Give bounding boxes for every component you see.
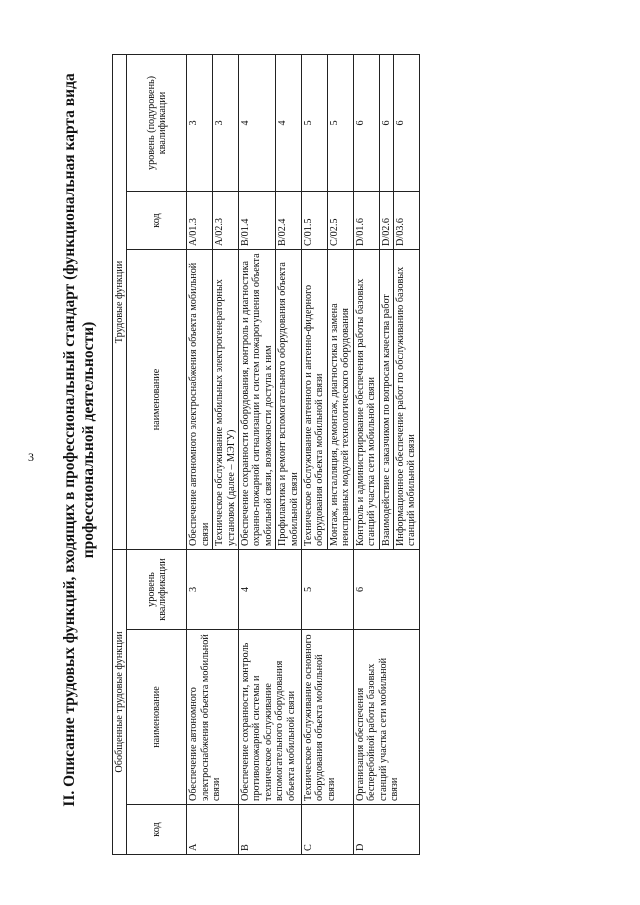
function-name: Взаимодействие с заказчиком по вопросам качества работ — [379, 249, 393, 549]
function-name: Техническое обслуживание антенного и антенно-фидерного оборудования объекта мобильной связи — [302, 249, 328, 549]
group-level: 5 — [302, 549, 354, 629]
group-name: Обеспечение автономного электроснабжения объекта мобильной связи — [187, 630, 239, 805]
table-row — [187, 54, 213, 854]
table-row — [239, 54, 276, 854]
title-line-2: профессиональной деятельности) — [80, 321, 97, 559]
function-code: C/02.5 — [327, 191, 353, 249]
page-number: 3 — [28, 450, 34, 464]
section-title — [60, 45, 98, 835]
function-name: Техническое обслуживание мобильных электрогенераторных установок (далее – МЭГУ) — [213, 249, 239, 549]
group-name: Организация обеспечения бесперебойной работы базовых станций участка сети мобильной связи — [353, 630, 419, 805]
group-code: A — [187, 805, 239, 855]
group-code: D — [353, 805, 419, 855]
header-code: код — [127, 805, 187, 855]
function-code: D/01.6 — [353, 191, 379, 249]
header-generalized: Обобщенные трудовые функции — [113, 549, 127, 854]
function-code: A/02.3 — [213, 191, 239, 249]
header-tf-name: наименование — [127, 249, 187, 549]
function-code: D/02.6 — [379, 191, 393, 249]
group-code: C — [302, 805, 354, 855]
group-code: B — [239, 805, 302, 855]
group-name: Обеспечение сохранности, контроль противопожарной системы и техническое обслуживание вспомогательного оборудования объекта мобильной связи — [239, 630, 302, 805]
title-line-1: II. Описание трудовых функций, входящих в профессиональный стандарт (функциональная карта вида — [61, 73, 78, 807]
function-name: Информационное обеспечение работ по обслуживанию базовых станций мобильной связи — [393, 249, 419, 549]
function-level: 4 — [276, 54, 302, 191]
group-level: 3 — [187, 549, 239, 629]
header-level: уровень квалификации — [127, 549, 187, 629]
function-level: 5 — [327, 54, 353, 191]
function-code: B/01.4 — [239, 191, 276, 249]
function-name: Обеспечение автономного электроснабжения объекта мобильной связи — [187, 249, 213, 549]
group-name: Техническое обслуживание основного оборудования объекта мобильной связи — [302, 630, 354, 805]
function-code: B/02.4 — [276, 191, 302, 249]
table-row — [353, 54, 379, 854]
function-level: 6 — [379, 54, 393, 191]
function-name: Монтаж, инсталляция, демонтаж, диагностика и замена неисправных модулей технологического оборудования — [327, 249, 353, 549]
function-code: D/03.6 — [393, 191, 419, 249]
function-name: Профилактика и ремонт вспомогательного оборудования объекта мобильной связи — [276, 249, 302, 549]
function-level: 3 — [213, 54, 239, 191]
header-tf-code: код — [127, 191, 187, 249]
function-level: 3 — [187, 54, 213, 191]
function-level: 6 — [353, 54, 379, 191]
header-labor: Трудовые функции — [113, 54, 127, 549]
function-code: A/01.3 — [187, 191, 213, 249]
table-body — [187, 54, 419, 854]
group-level: 4 — [239, 549, 302, 629]
functional-map-table — [112, 54, 420, 855]
function-level: 4 — [239, 54, 276, 191]
header-name: наименование — [127, 630, 187, 805]
function-level: 5 — [302, 54, 328, 191]
table-row — [302, 54, 328, 854]
function-name: Обеспечение сохранности оборудования, контроль и диагностика охранно-пожарной сигнализации и систем пожарогушения объекта мобильной связи, возможности доступа к ним — [239, 249, 276, 549]
header-tf-level: уровень (подуровень) квалификации — [127, 54, 187, 191]
function-name: Контроль и администрирование обеспечения работы базовых станций участка сети мобильной связи — [353, 249, 379, 549]
group-level: 6 — [353, 549, 419, 629]
function-level: 6 — [393, 54, 419, 191]
function-code: C/01.5 — [302, 191, 328, 249]
